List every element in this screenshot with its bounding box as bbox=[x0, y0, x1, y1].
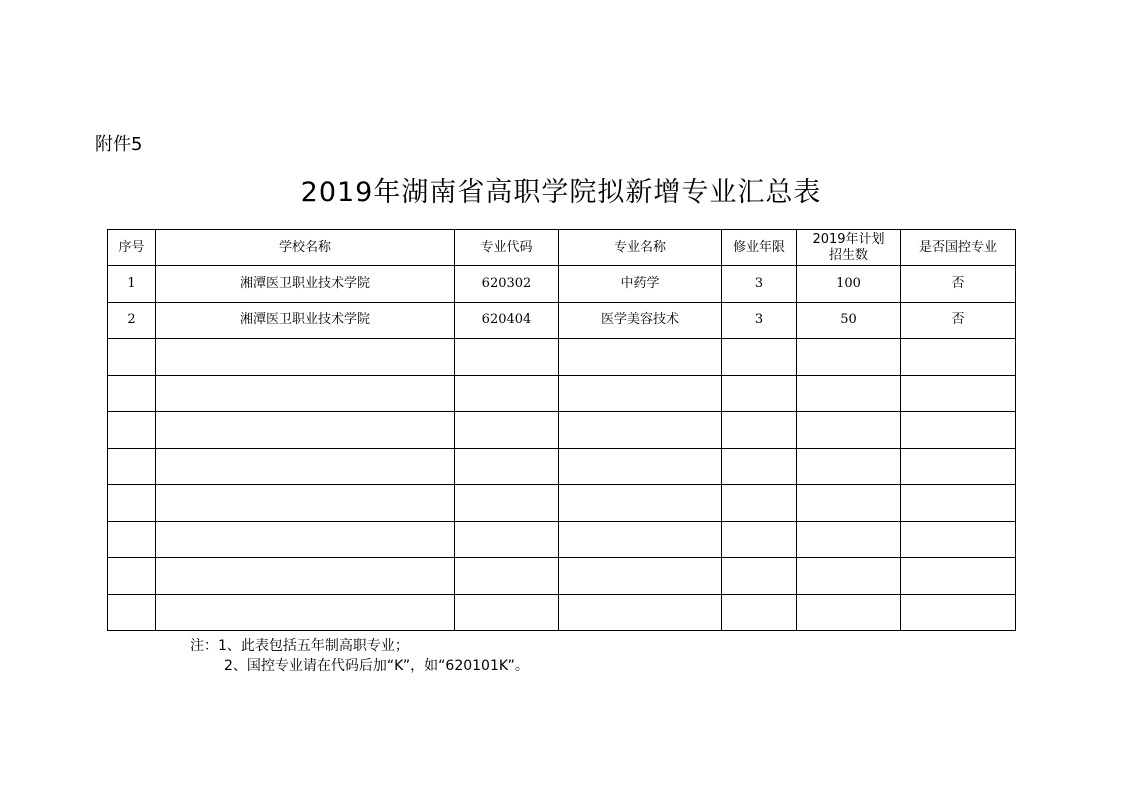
header-school: 学校名称 bbox=[156, 230, 455, 266]
header-major: 专业名称 bbox=[559, 230, 722, 266]
note-line-2: 2、国控专业请在代码后加“K”，如“620101K”。 bbox=[224, 658, 529, 674]
note-line-1: 注：1、此表包括五年制高职专业； bbox=[190, 638, 409, 654]
empty-row bbox=[108, 339, 1016, 376]
cell-major: 医学美容技术 bbox=[559, 302, 722, 339]
cell-state: 否 bbox=[901, 266, 1016, 303]
empty-row bbox=[108, 448, 1016, 485]
major-summary-table bbox=[107, 229, 1016, 631]
cell-state: 否 bbox=[901, 302, 1016, 339]
header-plan bbox=[797, 230, 901, 266]
empty-row bbox=[108, 375, 1016, 412]
table-notes bbox=[190, 636, 529, 676]
header-code: 专业代码 bbox=[455, 230, 559, 266]
cell-seq: 1 bbox=[108, 266, 156, 303]
cell-plan: 50 bbox=[797, 302, 901, 339]
empty-row bbox=[108, 412, 1016, 449]
cell-years: 3 bbox=[722, 302, 797, 339]
header-seq: 序号 bbox=[108, 230, 156, 266]
empty-row bbox=[108, 521, 1016, 558]
empty-row bbox=[108, 558, 1016, 595]
table-header-row bbox=[108, 230, 1016, 266]
cell-plan: 100 bbox=[797, 266, 901, 303]
empty-row bbox=[108, 485, 1016, 522]
cell-school: 湘潭医卫职业技术学院 bbox=[156, 302, 455, 339]
table-row bbox=[108, 266, 1016, 303]
cell-code: 620404 bbox=[455, 302, 559, 339]
header-years: 修业年限 bbox=[722, 230, 797, 266]
attachment-label: 附件5 bbox=[95, 134, 143, 155]
cell-seq: 2 bbox=[108, 302, 156, 339]
page-title: 2019年湖南省高职学院拟新增专业汇总表 bbox=[300, 177, 822, 208]
empty-row bbox=[108, 594, 1016, 631]
cell-years: 3 bbox=[722, 266, 797, 303]
table-row bbox=[108, 302, 1016, 339]
cell-major: 中药学 bbox=[559, 266, 722, 303]
cell-code: 620302 bbox=[455, 266, 559, 303]
header-plan-line2: 招生数 bbox=[828, 247, 868, 263]
header-state: 是否国控专业 bbox=[901, 230, 1016, 266]
header-plan-line1: 2019年计划 bbox=[812, 231, 885, 247]
cell-school: 湘潭医卫职业技术学院 bbox=[156, 266, 455, 303]
